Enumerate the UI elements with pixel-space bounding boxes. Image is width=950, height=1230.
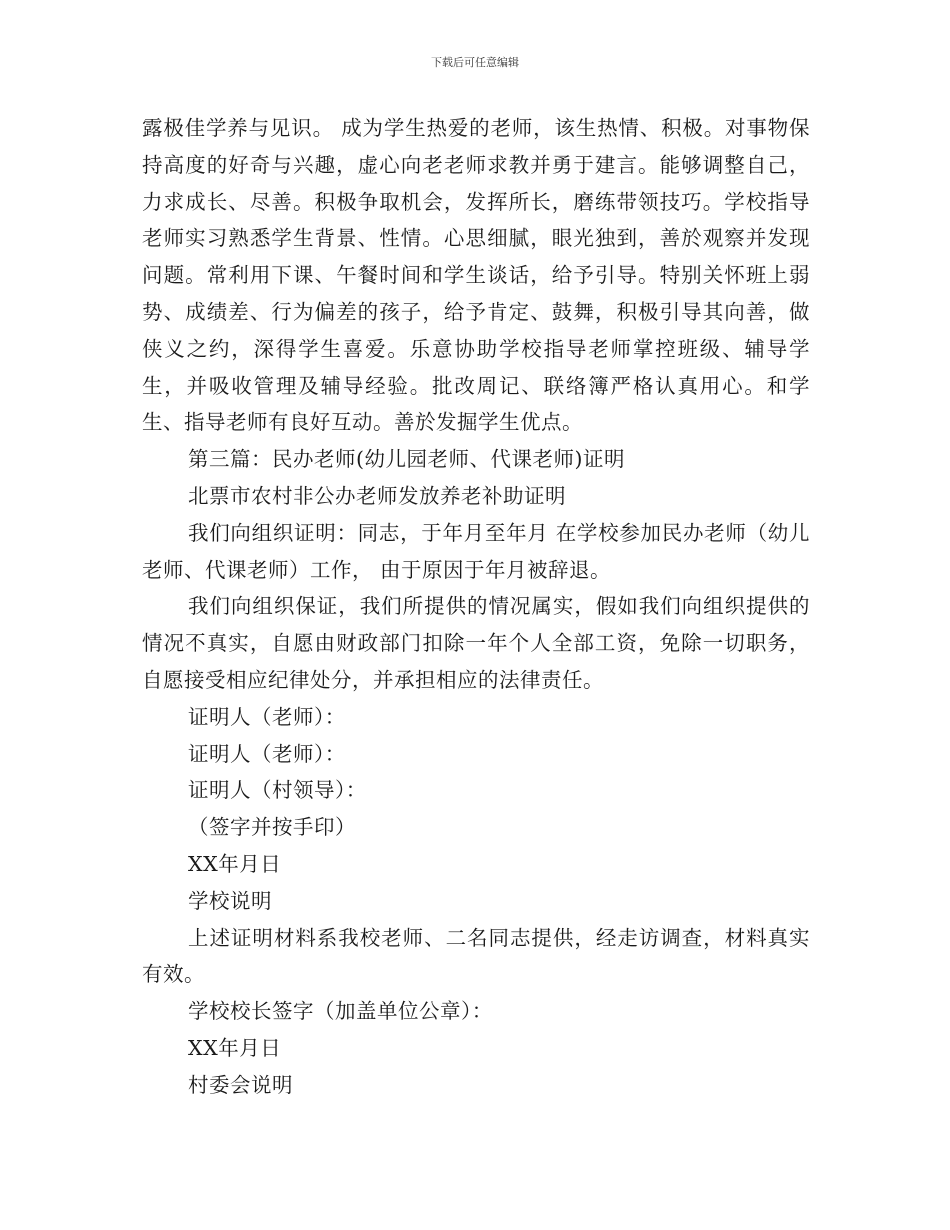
- page-header-note: 下载后可任意编辑: [431, 56, 519, 69]
- date-line-1: XX年月日: [188, 851, 282, 876]
- document-body: [142, 110, 810, 1104]
- section-title: 第三篇：民办老师(幼儿园老师、代课老师)证明: [188, 447, 625, 472]
- paragraph-continuation: 露极佳学养与见识。 成为学生热爱的老师，该生热情、积极。对事物保持高度的好奇与兴趣，虚心向老老师求教并勇于建言。能够调整自己，力求成长、尽善。积极争取机会，发挥所长，磨练带领技巧。学校指导老师实习熟悉学生背景、性情。心思细腻，眼光独到，善於观察并发现问题。常利用下课、午餐时间和学生谈话，给予引导。特别关怀班上弱势、成绩差、行为偏差的孩子，给予肯定、鼓舞，积极引导其向善，做侠义之约，深得学生喜爱。乐意协助学校指导老师掌控班级、辅导学生，并吸收管理及辅导经验。批改周记、联络簿严格认真用心。和学生、指导老师有良好互动。善於发掘学生优点。: [142, 116, 810, 435]
- school-statement-text: 上述证明材料系我校老师、二名同志提供，经走访调查，材料真实有效。: [142, 925, 810, 987]
- signature-note: （签字并按手印）: [188, 815, 356, 840]
- school-statement-heading: 学校说明: [188, 888, 272, 913]
- certification-statement: 我们向组织证明：同志，于年月至年月 在学校参加民办老师（幼儿老师、代课老师）工作， 由于原因于年月被辞退。: [142, 520, 810, 582]
- certificate-title: 北票市农村非公办老师发放养老补助证明: [188, 483, 566, 508]
- date-line-2: XX年月日: [188, 1035, 282, 1060]
- witness-teacher-1: 证明人（老师）：: [188, 704, 346, 729]
- witness-village-leader: 证明人（村领导）：: [188, 778, 367, 803]
- witness-teacher-2: 证明人（老师）：: [188, 741, 346, 766]
- principal-signature-line: 学校校长签字（加盖单位公章）：: [188, 999, 493, 1024]
- village-committee-heading: 村委会说明: [188, 1072, 293, 1097]
- guarantee-statement: 我们向组织保证，我们所提供的情况属实，假如我们向组织提供的情况不真实，自愿由财政部门扣除一年个人全部工资，免除一切职务，自愿接受相应纪律处分，并承担相应的法律责任。: [142, 594, 810, 692]
